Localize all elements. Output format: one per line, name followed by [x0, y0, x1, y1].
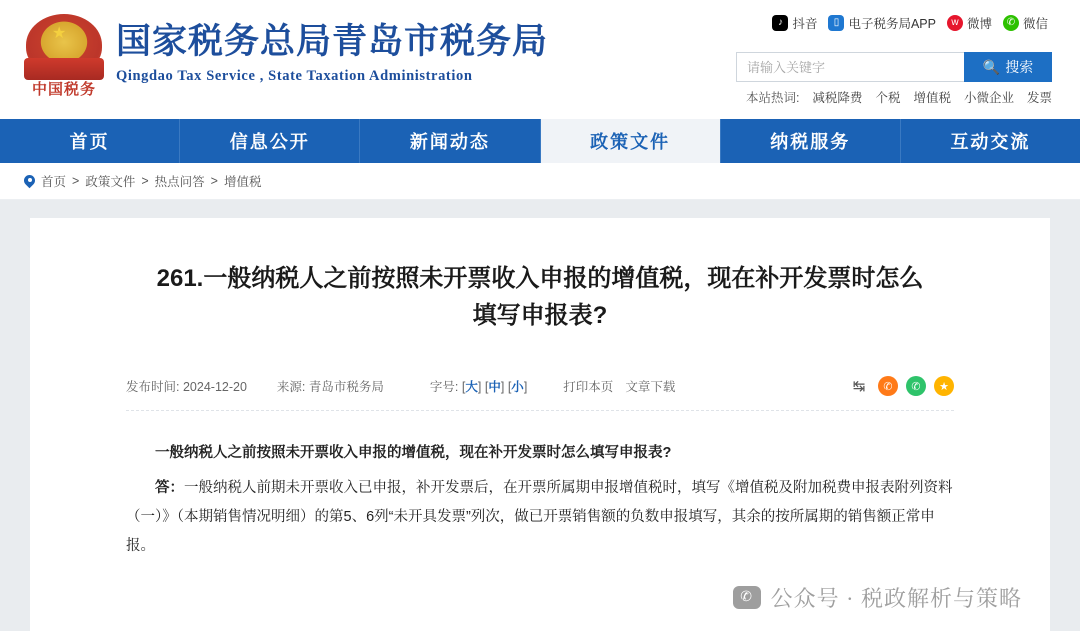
share-group [850, 376, 954, 396]
watermark-text: 公众号 · 税政解析与策略 [770, 586, 1022, 611]
source-info [277, 377, 384, 395]
share-yellow-icon[interactable]: ★ [934, 376, 954, 396]
weixin-icon: ✆ [1003, 15, 1019, 31]
search-icon: 🔍 [982, 58, 1001, 75]
fontsize-label: 字号: [429, 380, 459, 395]
article-body [126, 439, 954, 561]
watermark [733, 582, 1022, 613]
breadcrumb-item-home[interactable]: 首页 [41, 175, 67, 189]
hotword-1[interactable]: 减税降费 [812, 91, 863, 105]
article-card [30, 218, 1050, 631]
print-button[interactable]: 打印本页 [563, 380, 614, 395]
site-title-cn: 国家税务总局青岛市税务局 [116, 22, 549, 61]
quicklink-app-label: 电子税务局APP [848, 17, 936, 31]
hotword-3[interactable]: 增值税 [913, 91, 951, 105]
breadcrumb-item-vat[interactable]: 增值税 [223, 175, 262, 189]
hotwords-row [746, 88, 1052, 106]
quicklink-weibo-label: 微博 [966, 17, 992, 31]
header-quicklinks [772, 14, 1052, 32]
search-input[interactable] [736, 52, 964, 82]
share-orange-icon[interactable]: ✆ [878, 376, 898, 396]
nav-item-policy-documents[interactable]: 政策文件 [541, 119, 721, 163]
breadcrumb-separator-1: > [72, 174, 80, 188]
site-title-block [116, 22, 548, 85]
breadcrumb-separator-3: > [210, 174, 218, 188]
quicklink-douyin-label: 抖音 [792, 17, 818, 31]
source-label: 来源: [276, 380, 306, 395]
bracket-right-2: ] [500, 380, 505, 395]
emblem-label: 中国税务 [31, 82, 96, 98]
answer-label: 答： [155, 480, 184, 497]
nav-item-news[interactable]: 新闻动态 [360, 119, 540, 163]
breadcrumb-item-hot-qa[interactable]: 热点问答 [154, 175, 205, 189]
site-title-en: Qingdao Tax Service , State Taxation Administration [116, 68, 473, 85]
quicklink-weixin-label: 微信 [1022, 17, 1048, 31]
search-bar [736, 52, 1052, 82]
content-area [0, 200, 1080, 631]
tax-emblem-icon: ★ 中国税务 [18, 12, 110, 104]
share-network-icon[interactable]: ↹ [852, 377, 866, 395]
hotword-4[interactable]: 小微企业 [963, 91, 1014, 105]
hotword-2[interactable]: 个税 [875, 91, 901, 105]
nav-item-interaction[interactable]: 互动交流 [950, 132, 1031, 152]
answer-text: 一般纳税人前期未开票收入已申报，补开发票后，在开票所属期申报增值税时，填写《增值税及附加税费申报表附列资料（一）》（本期销售情况明细）的第5、6列“未开具发票”列次，做已开票销售额的负数申报填写，其余的按所属期的销售额正常申报。 [126, 480, 953, 555]
breadcrumb [0, 163, 1080, 200]
bracket-right-3: ] [523, 380, 528, 395]
quicklink-app[interactable] [828, 14, 936, 32]
site-header [0, 0, 1080, 119]
search-button[interactable] [964, 52, 1052, 82]
article-meta [126, 376, 954, 411]
fontsize-large-button[interactable]: 大 [465, 380, 478, 395]
nav-item-info-disclosure[interactable]: 信息公开 [180, 119, 360, 163]
article-answer [126, 474, 954, 561]
main-nav [0, 119, 1080, 163]
publish-label: 发布时间: [126, 380, 180, 395]
fontsize-medium-button[interactable]: 中 [488, 380, 501, 395]
publish-date: 2024-12-20 [182, 380, 247, 395]
page-title: 261.一般纳税人之前按照未开票收入申报的增值税，现在补开发票时怎么填写申报表? [156, 265, 924, 330]
fontsize-small-button[interactable]: 小 [511, 380, 524, 395]
hotword-5[interactable]: 发票 [1026, 91, 1052, 105]
article-question: 一般纳税人之前按照未开票收入申报的增值税，现在补开发票时怎么填写申报表? [155, 445, 672, 462]
breadcrumb-separator-2: > [141, 174, 149, 188]
nav-item-home[interactable]: 首页 [0, 119, 180, 163]
hotwords-label: 本站热词: [745, 91, 800, 105]
search-button-label: 搜索 [1005, 59, 1034, 75]
bracket-right-1: ] [477, 380, 482, 395]
share-green-icon[interactable]: ✆ [906, 376, 926, 396]
douyin-icon: ♪ [772, 15, 788, 31]
nav-item-tax-services[interactable]: 纳税服务 [721, 119, 901, 163]
quicklink-douyin[interactable] [772, 14, 817, 32]
bracket-left-2: [ [484, 380, 489, 395]
app-icon: ▯ [828, 15, 844, 31]
source-value: 青岛市税务局 [308, 380, 384, 395]
wechat-icon: ✆ [733, 586, 761, 609]
fontsize-controls [430, 377, 527, 395]
download-button[interactable]: 文章下载 [625, 380, 676, 395]
quicklink-weibo[interactable] [947, 14, 992, 32]
weibo-icon: w [947, 15, 963, 31]
quicklink-weixin[interactable] [1003, 14, 1048, 32]
bracket-left-1: [ [461, 380, 466, 395]
location-pin-icon [24, 175, 35, 188]
breadcrumb-item-policy[interactable]: 政策文件 [85, 175, 136, 189]
publish-info [126, 377, 247, 395]
bracket-left-3: [ [507, 380, 512, 395]
